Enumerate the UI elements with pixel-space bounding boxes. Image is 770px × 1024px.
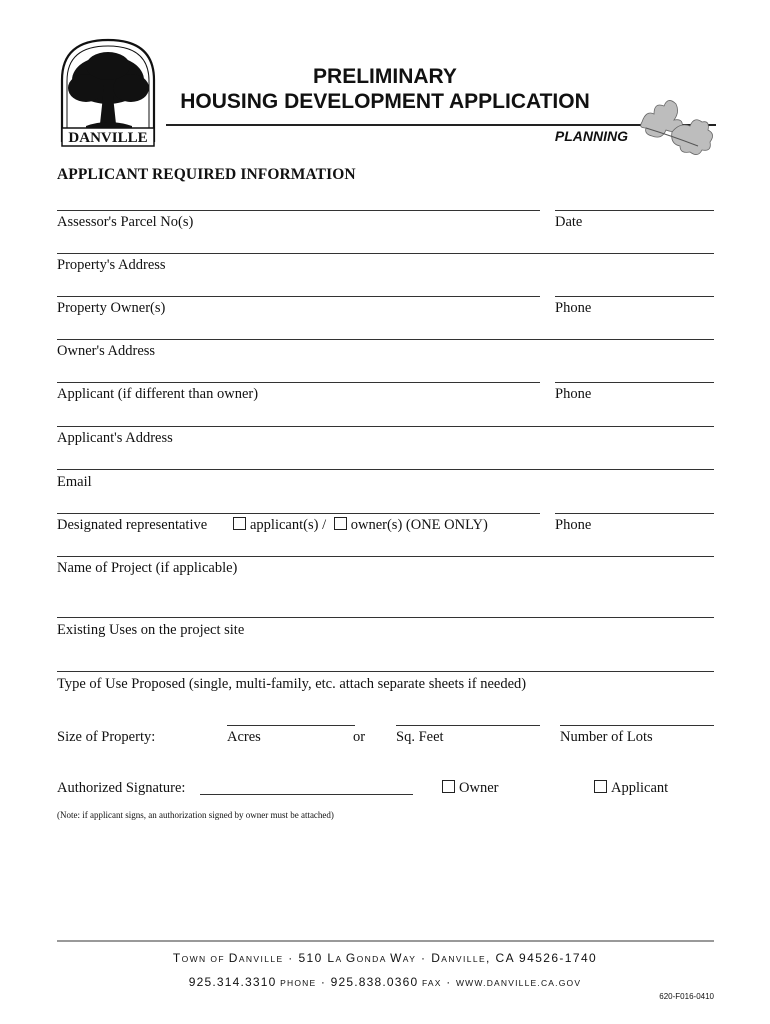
applicant-line[interactable] (57, 382, 540, 383)
lots-label: Number of Lots (560, 729, 653, 745)
sig-applicant-option (594, 780, 668, 797)
applicant-phone-label: Phone (555, 386, 592, 402)
parcel-line[interactable] (57, 210, 540, 211)
sqft-line[interactable] (396, 725, 540, 726)
footer-phone: 925.314.3310 (188, 975, 277, 989)
signature-line[interactable] (200, 794, 413, 795)
designated-phone-label: Phone (555, 517, 592, 533)
property-address-label: Property's Address (57, 257, 166, 273)
size-label: Size of Property: (57, 729, 156, 745)
footer-fax: 925.838.0360 (330, 975, 419, 989)
form-title (160, 64, 610, 114)
designated-options (233, 517, 488, 534)
owners-line[interactable] (57, 296, 540, 297)
signature-label: Authorized Signature: (57, 780, 186, 796)
applicant-checkbox[interactable] (233, 517, 246, 530)
footer-address: TOWN OF DANVILLE · 510 LA GONDA WAY · DANVILLE, CA 94526-1740 (172, 951, 598, 965)
sig-owner-label: Owner (459, 780, 499, 796)
town-logo (56, 36, 160, 148)
lots-line[interactable] (560, 725, 714, 726)
parcel-label: Assessor's Parcel No(s) (57, 214, 194, 230)
owner-address-label: Owner's Address (57, 343, 156, 359)
footer-website: WWW.DANVILLE.CA.GOV (455, 978, 582, 988)
section-heading: APPLICANT REQUIRED INFORMATION (57, 166, 356, 183)
use-proposed-label: Type of Use Proposed (single, multi-family, etc. attach separate sheets if needed) (57, 676, 527, 692)
or-label: or (353, 729, 366, 745)
acres-line[interactable] (227, 725, 355, 726)
sig-owner-checkbox[interactable] (442, 780, 455, 793)
email-label: Email (57, 474, 92, 490)
applicant-option-label: applicant(s) / (250, 517, 327, 533)
owner-address-line[interactable] (57, 339, 714, 340)
designated-label: Designated representative (57, 517, 208, 533)
logo-text: DANVILLE (68, 130, 148, 146)
property-address-line[interactable] (57, 253, 714, 254)
date-line[interactable] (555, 210, 714, 211)
owner-checkbox[interactable] (334, 517, 347, 530)
date-label: Date (555, 214, 583, 230)
footer-contact: 925.314.3310 PHONE · 925.838.0360 FAX · WWW.DANVILLE.CA.GOV (188, 975, 582, 989)
title-line-2: HOUSING DEVELOPMENT APPLICATION (180, 90, 590, 113)
owners-label: Property Owner(s) (57, 300, 166, 316)
oak-leaf-icon (632, 92, 718, 162)
footer-rule (57, 940, 714, 942)
form-number: 620-F016-0410 (659, 992, 714, 1001)
existing-uses-line[interactable] (57, 617, 714, 618)
existing-uses-label: Existing Uses on the project site (57, 622, 245, 638)
acres-label: Acres (227, 729, 261, 745)
applicant-phone-line[interactable] (555, 382, 714, 383)
authorization-note: (Note: if applicant signs, an authorization signed by owner must be attached) (57, 810, 334, 820)
owner-phone-line[interactable] (555, 296, 714, 297)
designated-line (57, 513, 540, 514)
owner-phone-label: Phone (555, 300, 592, 316)
sig-applicant-label: Applicant (611, 780, 669, 796)
sqft-label: Sq. Feet (396, 729, 444, 745)
applicant-address-line[interactable] (57, 426, 714, 427)
project-name-label: Name of Project (if applicable) (57, 560, 238, 576)
project-name-line[interactable] (57, 556, 714, 557)
owner-option-label: owner(s) (ONE ONLY) (350, 517, 488, 533)
applicant-address-label: Applicant's Address (57, 430, 173, 446)
sig-owner-option (442, 780, 498, 797)
use-proposed-line[interactable] (57, 671, 714, 672)
email-line[interactable] (57, 469, 714, 470)
title-line-1: PRELIMINARY (313, 65, 457, 88)
department-label: PLANNING (554, 128, 628, 144)
designated-phone-line[interactable] (555, 513, 714, 514)
applicant-label: Applicant (if different than owner) (57, 386, 259, 402)
sig-applicant-checkbox[interactable] (594, 780, 607, 793)
